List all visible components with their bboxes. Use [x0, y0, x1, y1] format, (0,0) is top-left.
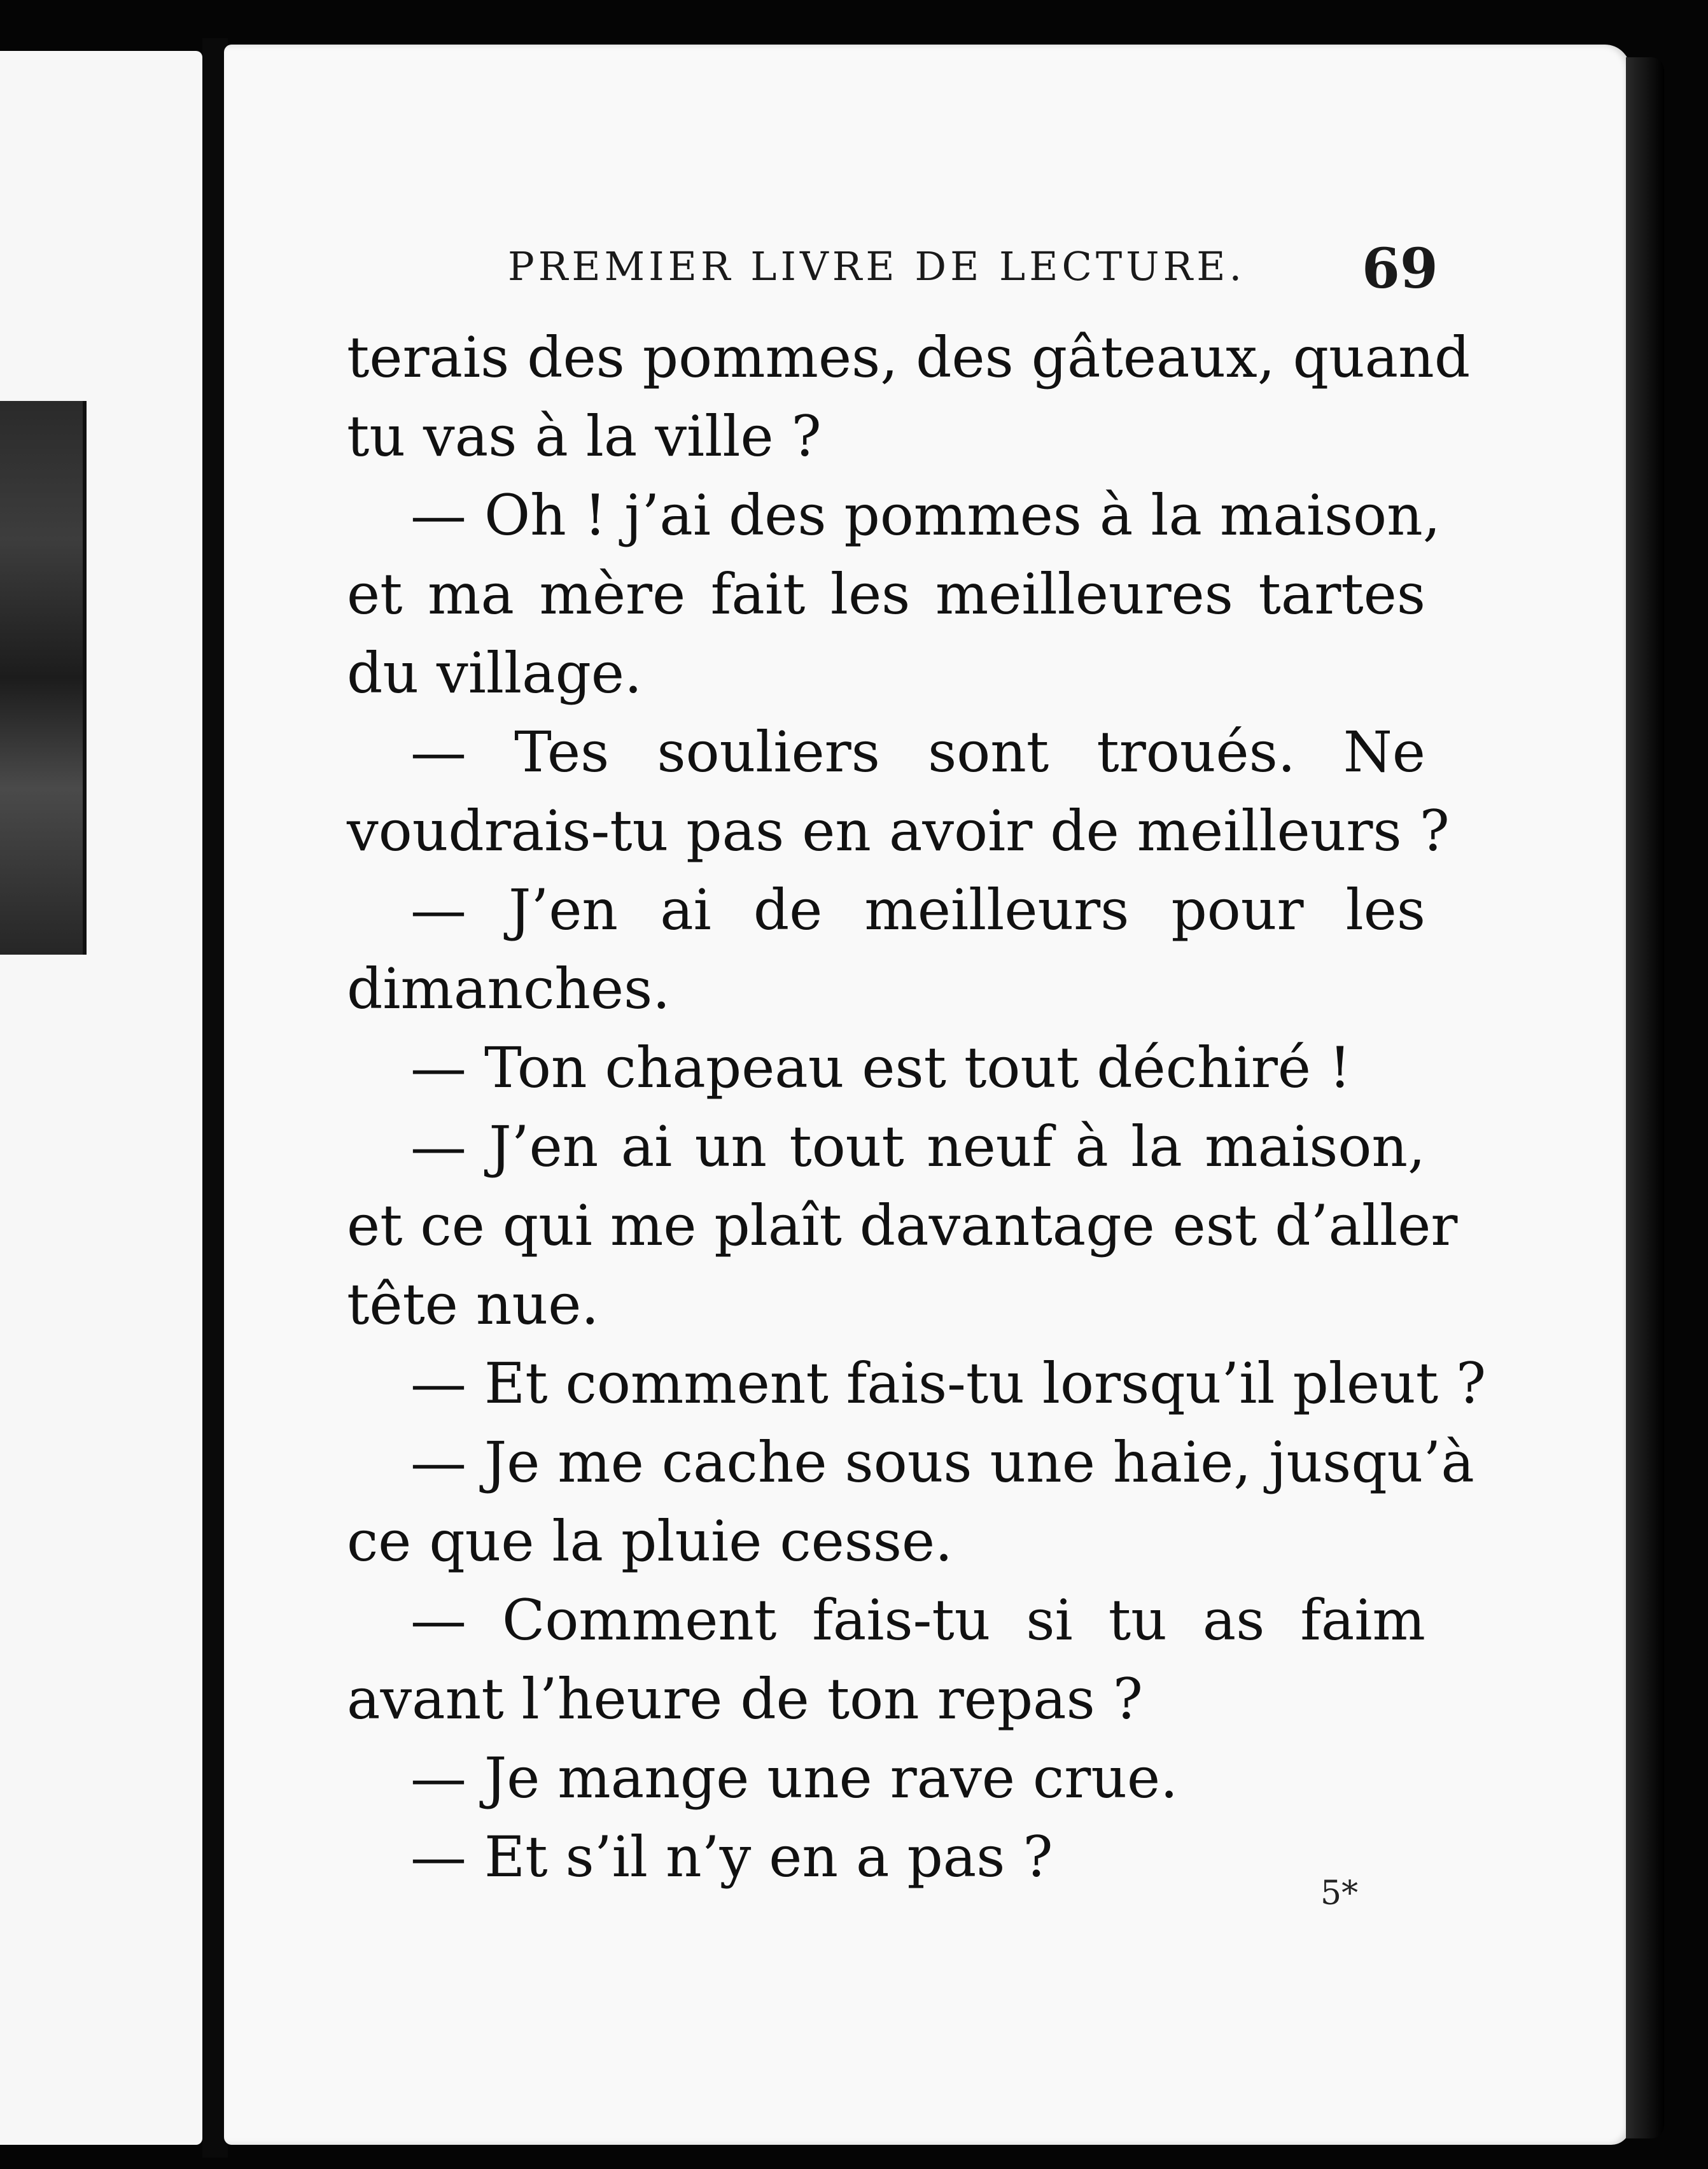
signature-mark: 5*	[1320, 1874, 1359, 1913]
text-line: — J’en ai un tout neuf à la maison,	[410, 1114, 1425, 1179]
text-line: — Oh ! j’ai des pommes à la maison,	[410, 482, 1441, 548]
text-line: ce que la pluie cesse.	[347, 1508, 953, 1574]
text-line: — Et s’il n’y en a pas ?	[410, 1824, 1053, 1890]
page-body	[347, 318, 1487, 1897]
text-line: et ce qui me plaît davantage est d’aller	[347, 1193, 1458, 1258]
text-line: — Je me cache sous une haie, jusqu’à	[410, 1429, 1474, 1495]
page-number: 69	[1362, 237, 1438, 301]
text-line: avant l’heure de ton repas ?	[347, 1666, 1143, 1732]
text-line: et ma mère fait les meilleures tartes	[347, 561, 1425, 627]
text-line: dimanches.	[347, 956, 671, 1021]
text-line: du village.	[347, 640, 642, 706]
text-line: — Comment fais-tu si tu as faim	[410, 1587, 1425, 1653]
previous-page	[0, 51, 202, 2145]
text-line: — Ton chapeau est tout déchiré !	[410, 1035, 1352, 1100]
text-line: terais des pommes, des gâteaux, quand	[347, 325, 1471, 390]
text-line: — J’en ai de meilleurs pour les	[410, 877, 1425, 943]
text-line: — Tes souliers sont troués. Ne	[410, 719, 1425, 785]
text-line: — Je mange une rave crue.	[410, 1745, 1179, 1811]
text-line: tu vas à la ville ?	[347, 404, 822, 469]
text-line: tête nue.	[347, 1272, 599, 1337]
illustration-fragment	[0, 401, 87, 955]
page-edge	[1626, 57, 1664, 2138]
text-line: — Et comment fais-tu lorsqu’il pleut ?	[410, 1351, 1487, 1416]
text-line: voudrais-tu pas en avoir de meilleurs ?	[347, 798, 1450, 864]
running-head: PREMIER LIVRE DE LECTURE.	[508, 243, 1246, 290]
